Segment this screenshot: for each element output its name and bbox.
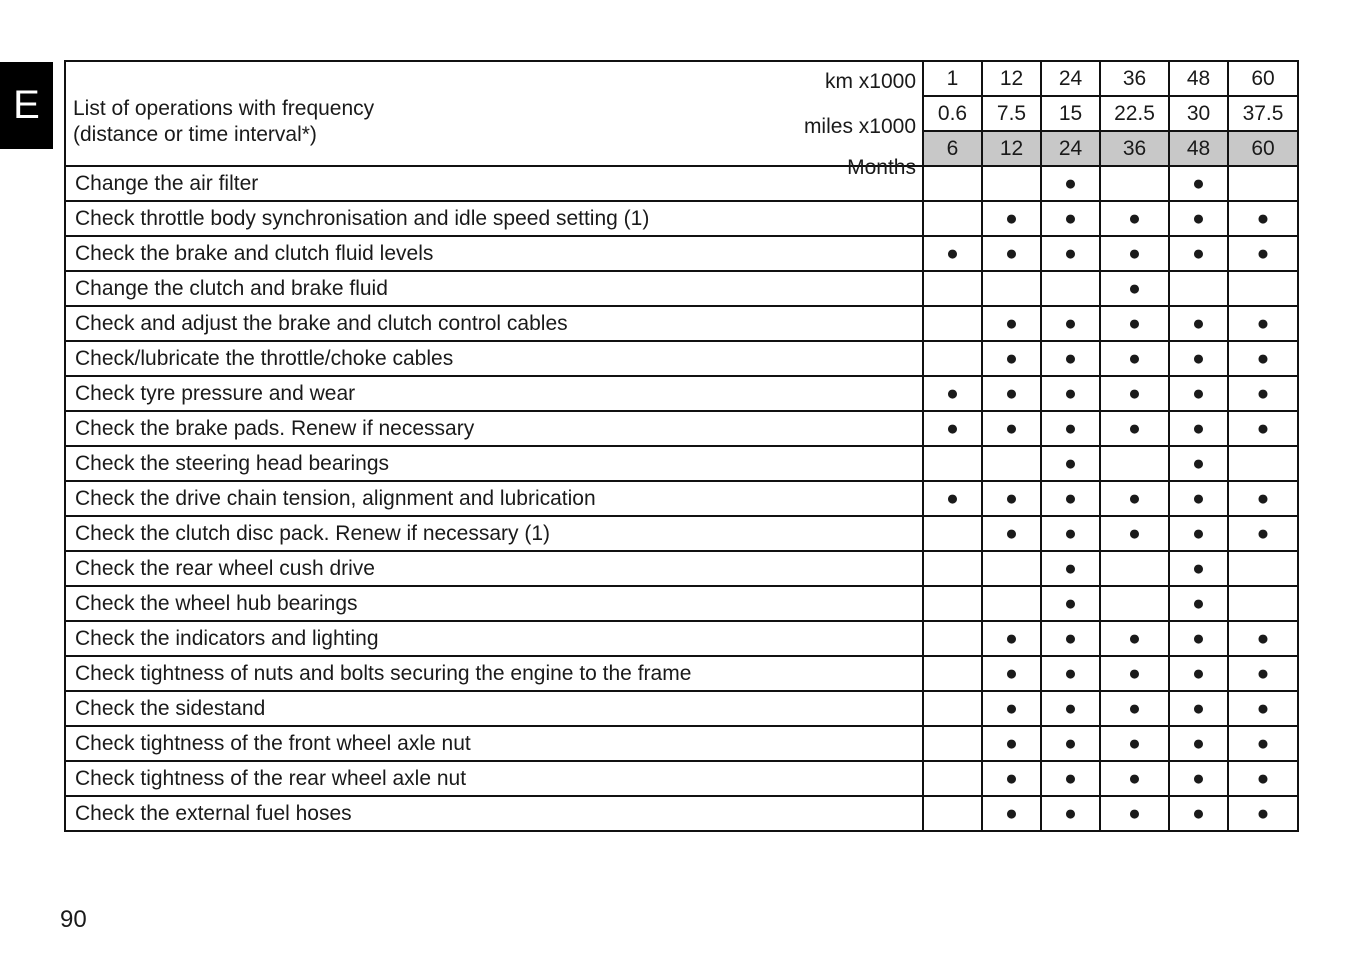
interval-bullet: ●: [982, 341, 1041, 376]
interval-bullet: ●: [982, 691, 1041, 726]
interval-empty: [923, 761, 982, 796]
table-row: [65, 271, 1298, 306]
interval-bullet: ●: [1041, 691, 1100, 726]
interval-empty: [923, 796, 982, 831]
interval-empty: [1228, 271, 1298, 306]
table-row: [65, 201, 1298, 236]
interval-bullet: ●: [1169, 166, 1228, 201]
interval-bullet: ●: [1100, 411, 1169, 446]
table-row: [65, 796, 1298, 831]
maintenance-schedule-table: [64, 60, 1299, 832]
table-row: [65, 481, 1298, 516]
interval-empty: [923, 306, 982, 341]
table-row: [65, 516, 1298, 551]
operation-label: Check the indicators and lighting: [65, 621, 923, 656]
table-row: [65, 341, 1298, 376]
interval-bullet: ●: [1169, 341, 1228, 376]
km-value: 36: [1100, 61, 1169, 96]
interval-empty: [1228, 446, 1298, 481]
table-row: [65, 551, 1298, 586]
interval-bullet: ●: [1100, 726, 1169, 761]
interval-empty: [1100, 446, 1169, 481]
interval-bullet: ●: [1100, 306, 1169, 341]
interval-empty: [923, 166, 982, 201]
operation-label: Check tightness of nuts and bolts securing the engine to the frame: [65, 656, 923, 691]
interval-bullet: ●: [1041, 586, 1100, 621]
interval-bullet: ●: [1228, 481, 1298, 516]
interval-bullet: ●: [923, 411, 982, 446]
operation-label: Check the rear wheel cush drive: [65, 551, 923, 586]
operation-label: Check the external fuel hoses: [65, 796, 923, 831]
km-value: 12: [982, 61, 1041, 96]
interval-bullet: ●: [1041, 236, 1100, 271]
interval-bullet: ●: [1169, 306, 1228, 341]
interval-bullet: ●: [1100, 516, 1169, 551]
interval-empty: [1100, 586, 1169, 621]
miles-value: 22.5: [1100, 96, 1169, 131]
interval-bullet: ●: [1041, 376, 1100, 411]
interval-bullet: ●: [982, 656, 1041, 691]
table-row: [65, 376, 1298, 411]
table-row: [65, 306, 1298, 341]
interval-bullet: ●: [1169, 481, 1228, 516]
interval-empty: [1228, 551, 1298, 586]
km-unit-label: km x1000: [824, 70, 916, 93]
operation-label: Check tightness of the rear wheel axle nut: [65, 761, 923, 796]
interval-empty: [923, 516, 982, 551]
interval-bullet: ●: [1041, 516, 1100, 551]
interval-bullet: ●: [1041, 656, 1100, 691]
interval-bullet: ●: [1228, 621, 1298, 656]
interval-bullet: ●: [1041, 796, 1100, 831]
interval-bullet: ●: [1100, 376, 1169, 411]
interval-bullet: ●: [982, 621, 1041, 656]
months-value: 36: [1100, 131, 1169, 166]
interval-bullet: ●: [982, 726, 1041, 761]
interval-empty: [1169, 271, 1228, 306]
interval-empty: [1100, 166, 1169, 201]
interval-bullet: ●: [1100, 481, 1169, 516]
interval-bullet: ●: [1041, 621, 1100, 656]
interval-empty: [923, 271, 982, 306]
interval-bullet: ●: [1100, 236, 1169, 271]
operation-label: Check tightness of the front wheel axle nut: [65, 726, 923, 761]
interval-bullet: ●: [982, 306, 1041, 341]
interval-bullet: ●: [982, 481, 1041, 516]
operation-label: Check/lubricate the throttle/choke cables: [65, 341, 923, 376]
interval-bullet: ●: [1041, 551, 1100, 586]
interval-empty: [923, 691, 982, 726]
interval-bullet: ●: [1169, 201, 1228, 236]
interval-empty: [982, 271, 1041, 306]
interval-bullet: ●: [1041, 446, 1100, 481]
miles-value: 30: [1169, 96, 1228, 131]
interval-empty: [1041, 271, 1100, 306]
operation-label: Check throttle body synchronisation and idle speed setting (1): [65, 201, 923, 236]
interval-empty: [923, 621, 982, 656]
interval-bullet: ●: [1228, 306, 1298, 341]
operation-label: Check the brake and clutch fluid levels: [65, 236, 923, 271]
interval-bullet: ●: [1100, 691, 1169, 726]
table-row: [65, 166, 1298, 201]
interval-bullet: ●: [1169, 656, 1228, 691]
interval-bullet: ●: [1169, 796, 1228, 831]
interval-bullet: ●: [1169, 621, 1228, 656]
miles-value: 0.6: [923, 96, 982, 131]
interval-bullet: ●: [1228, 516, 1298, 551]
interval-bullet: ●: [1169, 411, 1228, 446]
interval-bullet: ●: [1169, 586, 1228, 621]
interval-bullet: ●: [1228, 761, 1298, 796]
interval-bullet: ●: [1100, 796, 1169, 831]
interval-bullet: ●: [1228, 726, 1298, 761]
interval-empty: [982, 446, 1041, 481]
miles-value: 37.5: [1228, 96, 1298, 131]
interval-empty: [923, 551, 982, 586]
months-value: 60: [1228, 131, 1298, 166]
interval-bullet: ●: [1100, 341, 1169, 376]
table-row: [65, 761, 1298, 796]
operation-label: Check the wheel hub bearings: [65, 586, 923, 621]
km-value: 1: [923, 61, 982, 96]
months-unit-label: Months: [847, 156, 916, 179]
operation-label: Change the clutch and brake fluid: [65, 271, 923, 306]
interval-bullet: ●: [1100, 761, 1169, 796]
interval-bullet: ●: [982, 761, 1041, 796]
interval-bullet: ●: [1100, 656, 1169, 691]
header-title-cell: [65, 61, 923, 179]
table-row: [65, 656, 1298, 691]
interval-bullet: ●: [1228, 236, 1298, 271]
table-row: [65, 621, 1298, 656]
operation-label: Check the drive chain tension, alignment and lubrication: [65, 481, 923, 516]
interval-bullet: ●: [1228, 796, 1298, 831]
interval-bullet: ●: [1228, 341, 1298, 376]
interval-bullet: ●: [982, 201, 1041, 236]
table-row: [65, 446, 1298, 481]
interval-empty: [923, 446, 982, 481]
interval-bullet: ●: [1228, 201, 1298, 236]
interval-bullet: ●: [1169, 446, 1228, 481]
operation-label: Check and adjust the brake and clutch control cables: [65, 306, 923, 341]
months-value: 12: [982, 131, 1041, 166]
interval-empty: [982, 586, 1041, 621]
interval-empty: [923, 586, 982, 621]
interval-empty: [1228, 166, 1298, 201]
interval-bullet: ●: [923, 236, 982, 271]
interval-bullet: ●: [982, 411, 1041, 446]
interval-empty: [982, 166, 1041, 201]
interval-bullet: ●: [1228, 411, 1298, 446]
operation-label: Check the brake pads. Renew if necessary: [65, 411, 923, 446]
interval-bullet: ●: [1041, 341, 1100, 376]
header-row-km: [65, 61, 1298, 96]
interval-bullet: ●: [1169, 761, 1228, 796]
km-value: 60: [1228, 61, 1298, 96]
miles-value: 7.5: [982, 96, 1041, 131]
interval-empty: [923, 726, 982, 761]
interval-bullet: ●: [1228, 376, 1298, 411]
interval-bullet: ●: [982, 516, 1041, 551]
section-tab: E: [0, 62, 53, 149]
interval-bullet: ●: [1041, 761, 1100, 796]
interval-empty: [923, 201, 982, 236]
km-value: 24: [1041, 61, 1100, 96]
months-value: 6: [923, 131, 982, 166]
interval-bullet: ●: [982, 376, 1041, 411]
operation-label: Check the sidestand: [65, 691, 923, 726]
interval-empty: [923, 341, 982, 376]
months-value: 48: [1169, 131, 1228, 166]
interval-bullet: ●: [1100, 201, 1169, 236]
interval-bullet: ●: [982, 236, 1041, 271]
page-number: 90: [60, 906, 87, 933]
table-row: [65, 411, 1298, 446]
miles-value: 15: [1041, 96, 1100, 131]
header-title-line2: (distance or time interval*): [73, 123, 317, 146]
interval-bullet: ●: [982, 796, 1041, 831]
interval-bullet: ●: [1041, 201, 1100, 236]
interval-bullet: ●: [1228, 691, 1298, 726]
interval-bullet: ●: [1100, 271, 1169, 306]
table-row: [65, 236, 1298, 271]
interval-bullet: ●: [1041, 166, 1100, 201]
interval-bullet: ●: [1169, 726, 1228, 761]
interval-bullet: ●: [1169, 376, 1228, 411]
km-value: 48: [1169, 61, 1228, 96]
interval-bullet: ●: [1228, 656, 1298, 691]
months-value: 24: [1041, 131, 1100, 166]
header-title-line1: List of operations with frequency: [73, 97, 375, 120]
operation-label: Check the clutch disc pack. Renew if necessary (1): [65, 516, 923, 551]
interval-bullet: ●: [1041, 726, 1100, 761]
interval-bullet: ●: [1100, 621, 1169, 656]
interval-bullet: ●: [1041, 481, 1100, 516]
interval-bullet: ●: [1041, 306, 1100, 341]
interval-empty: [1100, 551, 1169, 586]
table-row: [65, 586, 1298, 621]
header-title: [73, 96, 374, 148]
interval-empty: [1228, 586, 1298, 621]
operation-label: Check the steering head bearings: [65, 446, 923, 481]
interval-bullet: ●: [1169, 516, 1228, 551]
table-row: [65, 691, 1298, 726]
table-row: [65, 726, 1298, 761]
interval-empty: [982, 551, 1041, 586]
miles-unit-label: miles x1000: [803, 115, 916, 138]
interval-bullet: ●: [1169, 236, 1228, 271]
operation-label: Check tyre pressure and wear: [65, 376, 923, 411]
interval-empty: [923, 656, 982, 691]
interval-bullet: ●: [923, 376, 982, 411]
interval-bullet: ●: [1041, 411, 1100, 446]
interval-bullet: ●: [923, 481, 982, 516]
interval-bullet: ●: [1169, 551, 1228, 586]
interval-bullet: ●: [1169, 691, 1228, 726]
operation-label: Change the air filter: [65, 166, 923, 201]
